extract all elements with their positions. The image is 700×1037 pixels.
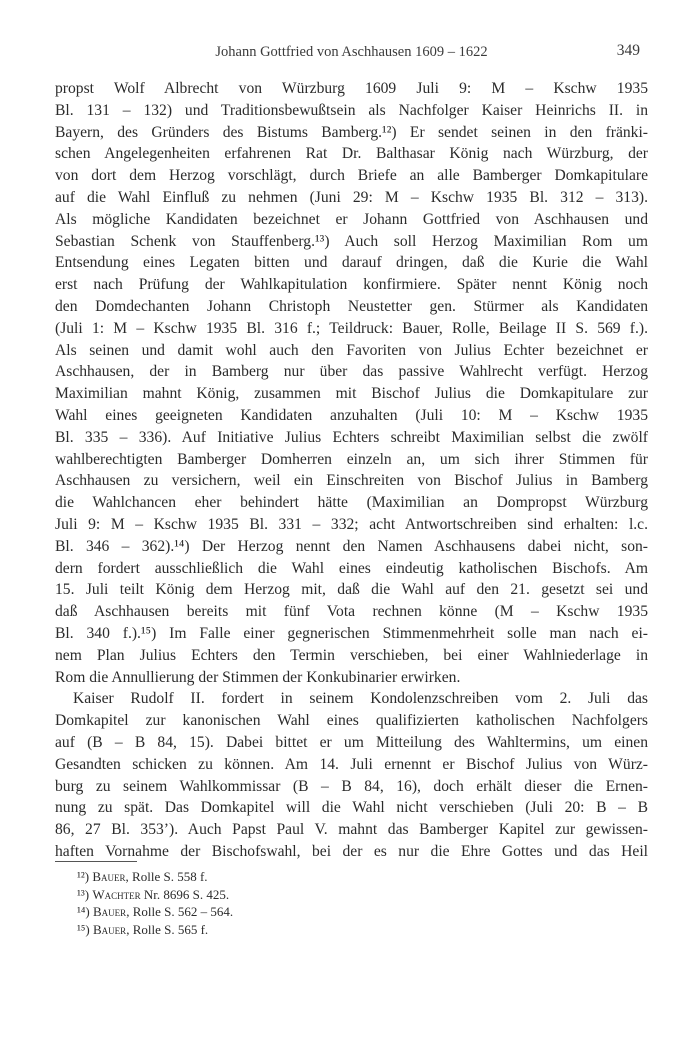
body-line: Als seinen und damit wohl auch den Favoriten von Julius Echter bezeichnet er [55,341,648,359]
body-line: auf (B – B 84, 15). Dabei bittet er um Mitteilung des Wahltermins, um einen [55,733,648,751]
body-line: nem Plan Julius Echters den Termin verschieben, bei einer Wahlniederlage in [55,646,648,664]
footnote-text: , Rolle S. 562 – 564. [126,904,234,919]
footnotes [55,868,455,938]
body-line: schen Angelegenheiten erfahrenen Rat Dr. Balthasar König nach Würzburg, der [55,145,648,163]
footnote [55,868,455,886]
footnote-mark: ¹²) [77,869,90,884]
body-line: 15. Juli teilt König dem Herzog mit, daß die Wahl auf den 21. gesetzt sei und [55,581,648,599]
body-line: Wahl eines geeigneten Kandidaten anzuhalten (Juli 10: M – Kschw 1935 [55,406,648,424]
body-line: 86, 27 Bl. 353’). Auch Papst Paul V. mahnt das Bamberger Kapitel zur gewissen- [55,821,648,839]
body-line: Rom die Annullierung der Stimmen der Konkubinarier erwirken. [55,668,461,686]
body-line: dern fordert ausschließlich die Wahl eines eindeutig katholischen Bischofs. Am [55,559,648,577]
body-text [55,78,648,863]
body-line: Juli 9: M – Kschw 1935 Bl. 331 – 332; acht Antwortschreiben sind erhalten: l.c. [55,515,648,533]
body-line: die Wahlchancen eher behindert hätte (Maximilian an Dompropst Würzburg [55,494,648,512]
footnote [55,886,455,904]
footnote-mark: ¹⁵) [77,921,90,937]
footnote-author: Bauer [92,869,126,884]
body-line: nung zu spät. Das Domkapitel will die Wahl nicht verschieben (Juli 20: B – B [55,799,648,817]
body-line: Bayern, des Gründers des Bistums Bamberg.¹²) Er sendet seinen in den fränki- [55,123,648,141]
body-line: von dort dem Herzog vorschlägt, durch Briefe an alle Bamberger Domkapitulare [55,167,648,185]
body-line: erst nach Prüfung der Wahlkapitulation konfirmiere. Später nennt König noch [55,276,648,294]
body-line: Als mögliche Kandidaten bezeichnet er Johann Gottfried von Aschhausen und [55,210,648,228]
body-line: Aschhausen zu versichern, weil ein Einschreiten von Bischof Julius in Bamberg [55,472,648,490]
body-line: Sebastian Schenk von Stauffenberg.¹³) Auch soll Herzog Maximilian Rom um [55,232,648,250]
footnote [55,921,455,939]
body-line: auf die Wahl Einfluß zu nehmen (Juni 29: M – Kschw 1935 Bl. 312 – 313). [55,188,648,206]
body-line: Maximilian mahnt König, zusammen mit Bischof Julius die Domkapitulare zur [55,385,648,403]
footnote-author: Bauer [93,921,127,937]
footnote-text: , Rolle S. 558 f. [125,869,208,884]
body-line: Bl. 340 f.).¹⁵) Im Falle einer gegnerischen Stimmenmehrheit solle man nach ei- [55,624,648,642]
body-line: Bl. 346 – 362).¹⁴) Der Herzog nennt den Namen Aschhausens dabei nicht, son- [55,537,648,555]
body-line: wahlberechtigten Bamberger Domherren einzeln an, um sich ihrer Stimmen für [55,450,648,468]
body-line: (Juli 1: M – Kschw 1935 Bl. 316 f.; Teildruck: Bauer, Rolle, Beilage II S. 569 f.). [55,319,648,337]
footnote [55,903,455,921]
page-header [55,40,648,62]
body-line: Domkapitel zur kanonischen Wahl eines qualifizierten katholischen Nachfolgers [55,712,648,730]
footnote-mark: ¹⁴) [77,904,90,919]
body-line: Bl. 335 – 336). Auf Initiative Julius Echters schreibt Maximilian selbst die zwölf [55,428,648,446]
running-head: Johann Gottfried von Aschhausen 1609 – 1622 [215,44,488,60]
body-line: den Domdechanten Johann Christoph Neustetter gen. Stürmer als Kandidaten [55,297,648,315]
body-line: daß Aschhausen bereits mit fünf Vota rechnen könne (M – Kschw 1935 [55,603,648,621]
body-line: Bl. 131 – 132) und Traditionsbewußtsein als Nachfolger Kaiser Heinrichs II. in [55,101,648,119]
footnote-mark: ¹³) [77,886,90,902]
body-line: Aschhausen, der in Bamberg nur über das passive Wahlrecht verfügt. Herzog [55,363,648,381]
footnote-text: , Rolle S. 565 f. [126,921,209,937]
body-line: burg zu seinem Wahlkommissar (B – B 84, 16), doch erhält dieser die Ernen- [55,777,648,795]
footnote-author: Bauer [93,904,127,919]
body-line: propst Wolf Albrecht von Würzburg 1609 Juli 9: M – Kschw 1935 [55,80,648,97]
body-line: Entsendung eines Legaten bitten und darauf dringen, daß die Kurie die Wahl [55,254,648,272]
footnote-divider [55,861,137,862]
footnote-text: Nr. 8696 S. 425. [140,886,230,902]
body-line: haften Vornahme der Bischofswahl, bei der es nur die Ehre Gottes und das Heil [55,842,648,860]
body-line: Gesandten schicken zu können. Am 14. Juli ernennt er Bischof Julius von Würz- [55,755,648,773]
page-number: 349 [616,42,640,59]
body-line: Kaiser Rudolf II. fordert in seinem Kondolenzschreiben vom 2. Juli das [73,690,648,708]
footnote-author: Wachter [92,886,141,902]
